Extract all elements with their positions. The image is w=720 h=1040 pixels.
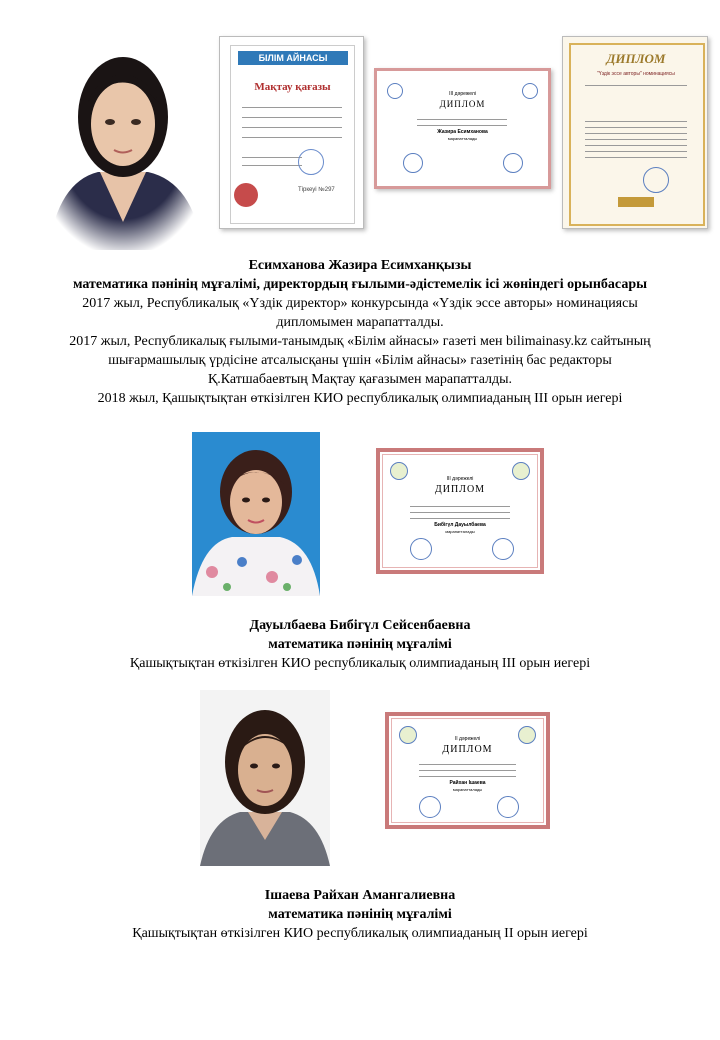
diploma-essay-author [562, 36, 708, 229]
portrait-raikhan [200, 690, 330, 866]
certificate-title: Мақтау қағазы [254, 81, 331, 93]
diploma-degree: ІІ дәрежелі [454, 736, 481, 742]
award-line: 2017 жыл, Республикалық ғылыми-танымдық «Білім айнасы» газеті мен bilimainasy.kz сайтының [69, 334, 651, 349]
diploma-recipient: Жазира Есимханова [437, 129, 488, 135]
diploma-title: ДИПЛОМ [442, 744, 493, 755]
award-line: Қашықтықтан өткізілген КИО республикалық олимпиаданың ІІІ орын иегері [129, 656, 591, 671]
section1-text [0, 256, 720, 408]
diploma-recipient: Бибігүл Дауылбаева [434, 522, 486, 528]
diploma-subtitle: марапатталады [452, 787, 483, 792]
diploma-degree: ІІІ дәрежелі [446, 476, 474, 482]
stamp-right-icon [503, 153, 523, 173]
award-rosette-icon [234, 183, 258, 207]
stamp-left-icon [419, 796, 441, 818]
diploma-subtitle: марапатталады [447, 136, 478, 141]
award-line: Қашықтықтан өткізілген КИО республикалық олимпиаданың ІІ орын иегері [132, 926, 588, 941]
diploma-title: ДИПЛОМ [439, 99, 486, 109]
award-line: дипломымен марапатталды. [276, 315, 444, 330]
award-line: Қ.Катшабаевтың Мақтау қағазымен марапатталды. [207, 372, 513, 387]
person-position: математика пәнінің мұғалімі, директордың ғылыми-әдістемелік ісі жөніндегі орынбасары [72, 277, 648, 292]
diploma-title: ДИПЛОМ [434, 484, 486, 495]
person-name: Есимханова Жазира Есимханқызы [248, 258, 472, 273]
section2-text [0, 616, 720, 673]
award-line: 2018 жыл, Қашықтықтан өткізілген КИО республикалық олимпиаданың ІІІ орын иегері [97, 391, 623, 406]
stamp-right-icon [497, 796, 519, 818]
stamp-right-icon [492, 538, 514, 560]
diploma-subtitle: "Үздік эссе авторы" номинациясы [597, 71, 675, 77]
ribbon-icon [618, 197, 654, 207]
diploma-subtitle: марапатталады [445, 529, 475, 534]
diploma-zhazira [374, 68, 551, 189]
person-position: математика пәнінің мұғалімі [268, 907, 452, 922]
stamp-icon [643, 167, 669, 193]
diploma-bibigul [376, 448, 544, 574]
person-name: Дауылбаева Бибігүл Сейсенбаевна [249, 618, 471, 633]
diploma-title: ДИПЛОМ [606, 51, 666, 66]
award-line: шығармашылық үрдісіне атсалысқаны үшін «Білім айнасы» газетінің бас редакторы [108, 353, 612, 368]
person-position: математика пәнінің мұғалімі [268, 637, 452, 652]
section3-text [0, 886, 720, 943]
stamp-left-icon [410, 538, 432, 560]
bilim-ainasy-logo: БІЛІМ АЙНАСЫ [238, 51, 348, 65]
diploma-raikhan [385, 712, 550, 829]
diploma-recipient: Райхан Ішаева [449, 780, 486, 786]
award-line: 2017 жыл, Республикалық «Үздік директор» конкурсында «Үздік эссе авторы» номинациясы [82, 296, 638, 311]
stamp-icon [298, 149, 324, 175]
portrait-bibigul [192, 432, 320, 596]
certificate-maktau-kagazy [219, 36, 364, 229]
registration-number: Тіркеуі №297 [298, 187, 335, 193]
person-name: Ішаева Райхан Амангалиевна [264, 888, 456, 903]
stamp-left-icon [403, 153, 423, 173]
diploma-degree: ІІІ дәрежелі [449, 91, 476, 97]
portrait-zhazira [38, 22, 208, 250]
